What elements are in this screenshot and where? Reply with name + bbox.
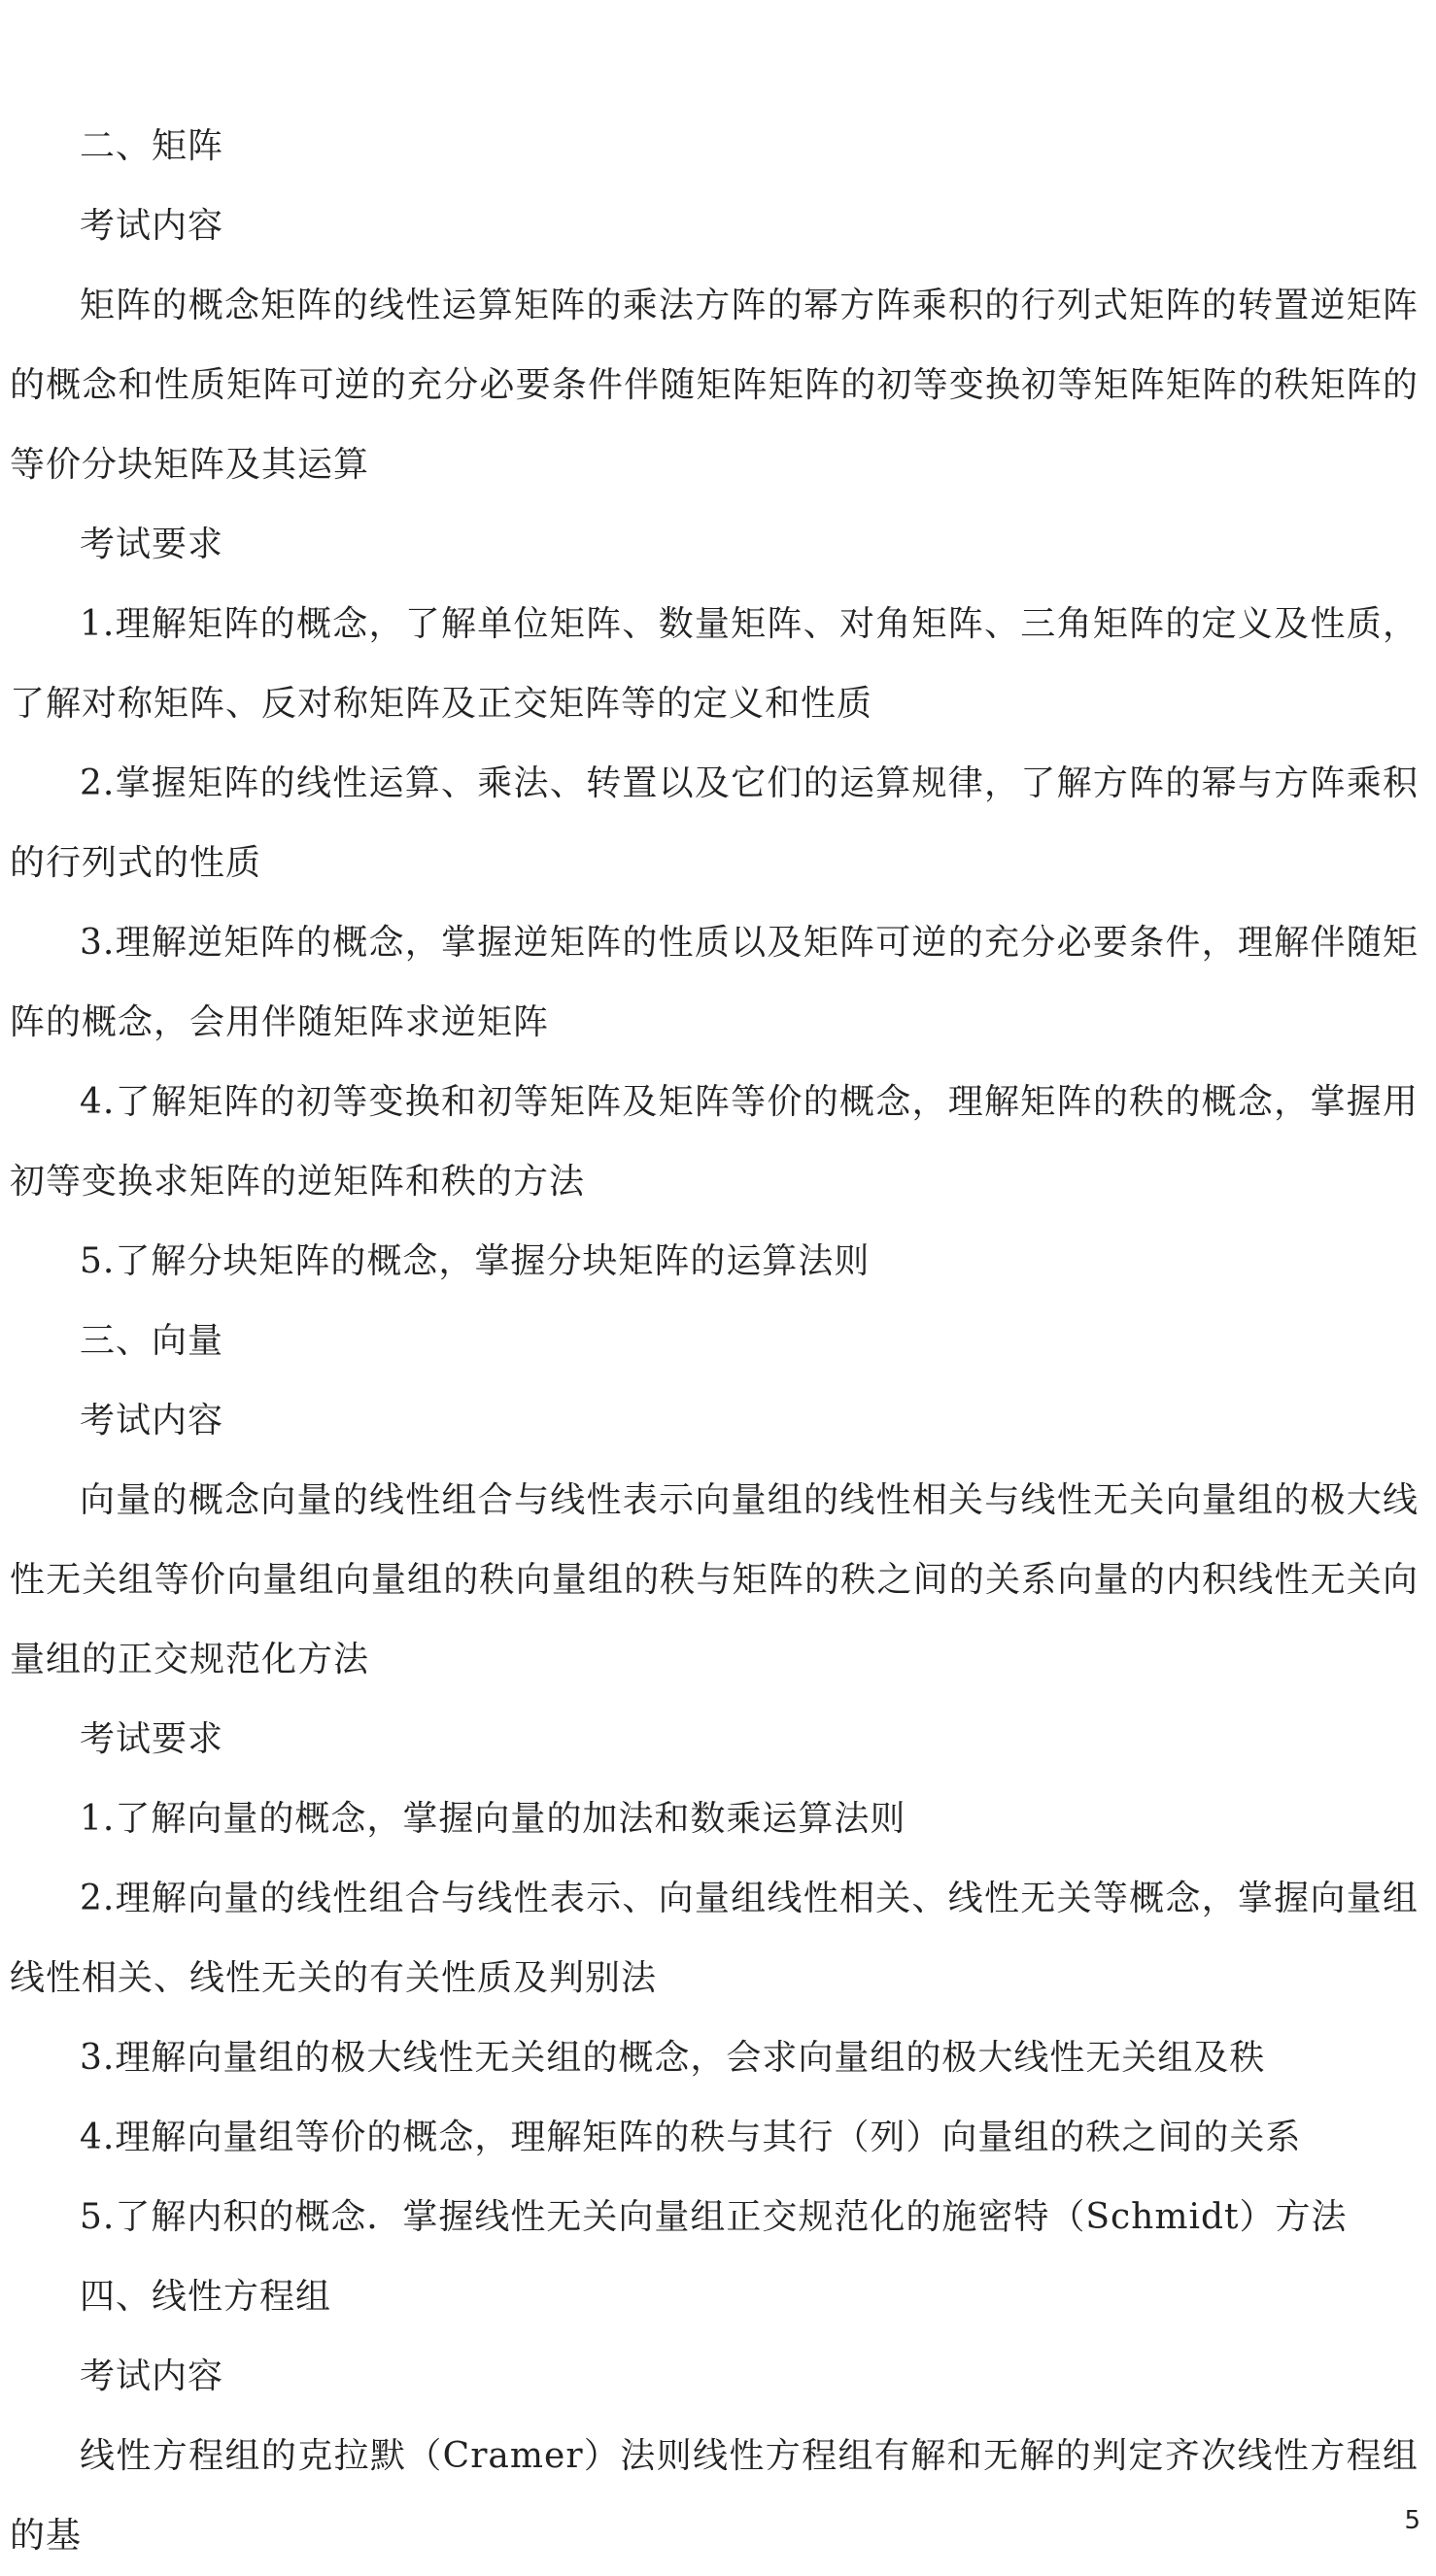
- subheading-exam-content: 考试内容: [80, 1401, 224, 1441]
- section-heading-matrix: 二、矩阵: [80, 126, 224, 166]
- requirement-item: 3.理解逆矩阵的概念，掌握逆矩阵的性质以及矩阵可逆的充分必要条件，理解伴随矩阵的概念，会用伴随矩阵求逆矩阵: [10, 923, 1419, 1042]
- requirement-item: 2.掌握矩阵的线性运算、乘法、转置以及它们的运算规律，了解方阵的幂与方阵乘积的行列式的性质: [10, 763, 1419, 883]
- subheading-exam-requirements: 考试要求: [80, 1719, 224, 1759]
- requirement-item: 5.了解分块矩阵的概念，掌握分块矩阵的运算法则: [80, 1241, 871, 1281]
- requirement-item: 5.了解内积的概念．掌握线性无关向量组正交规范化的施密特（Schmidt）方法: [80, 2197, 1348, 2237]
- subheading-exam-content: 考试内容: [80, 206, 224, 246]
- subheading-exam-content: 考试内容: [80, 2356, 224, 2396]
- section-heading-linear-equations: 四、线性方程组: [80, 2277, 332, 2317]
- paragraph-matrix-content: 矩阵的概念矩阵的线性运算矩阵的乘法方阵的幂方阵乘积的行列式矩阵的转置逆矩阵的概念和性质矩阵可逆的充分必要条件伴随矩阵矩阵的初等变换初等矩阵矩阵的秩矩阵的等价分块矩阵及其运算: [10, 286, 1419, 485]
- section-heading-vector: 三、向量: [80, 1321, 224, 1361]
- paragraph-vector-content: 向量的概念向量的线性组合与线性表示向量组的线性相关与线性无关向量组的极大线性无关组等价向量组向量组的秩向量组的秩与矩阵的秩之间的关系向量的内积线性无关向量组的正交规范化方法: [10, 1480, 1419, 1679]
- requirement-item: 4.理解向量组等价的概念，理解矩阵的秩与其行（列）向量组的秩之间的关系: [80, 2118, 1302, 2157]
- subheading-exam-requirements: 考试要求: [80, 525, 224, 564]
- requirement-item: 2.理解向量的线性组合与线性表示、向量组线性相关、线性无关等概念，掌握向量组线性相关、线性无关的有关性质及判别法: [10, 1879, 1419, 1998]
- paragraph-linear-equations-content: 线性方程组的克拉默（Cramer）法则线性方程组有解和无解的判定齐次线性方程组的基: [10, 2436, 1419, 2556]
- document-body: [10, 107, 1419, 2576]
- page-number: 5: [1404, 2506, 1420, 2535]
- requirement-item: 3.理解向量组的极大线性无关组的概念，会求向量组的极大线性无关组及秩: [80, 2038, 1266, 2078]
- requirement-item: 1.了解向量的概念，掌握向量的加法和数乘运算法则: [80, 1799, 906, 1839]
- requirement-item: 4.了解矩阵的初等变换和初等矩阵及矩阵等价的概念，理解矩阵的秩的概念，掌握用初等变换求矩阵的逆矩阵和秩的方法: [10, 1082, 1419, 1202]
- requirement-item: 1.理解矩阵的概念，了解单位矩阵、数量矩阵、对角矩阵、三角矩阵的定义及性质，了解对称矩阵、反对称矩阵及正交矩阵等的定义和性质: [10, 604, 1419, 724]
